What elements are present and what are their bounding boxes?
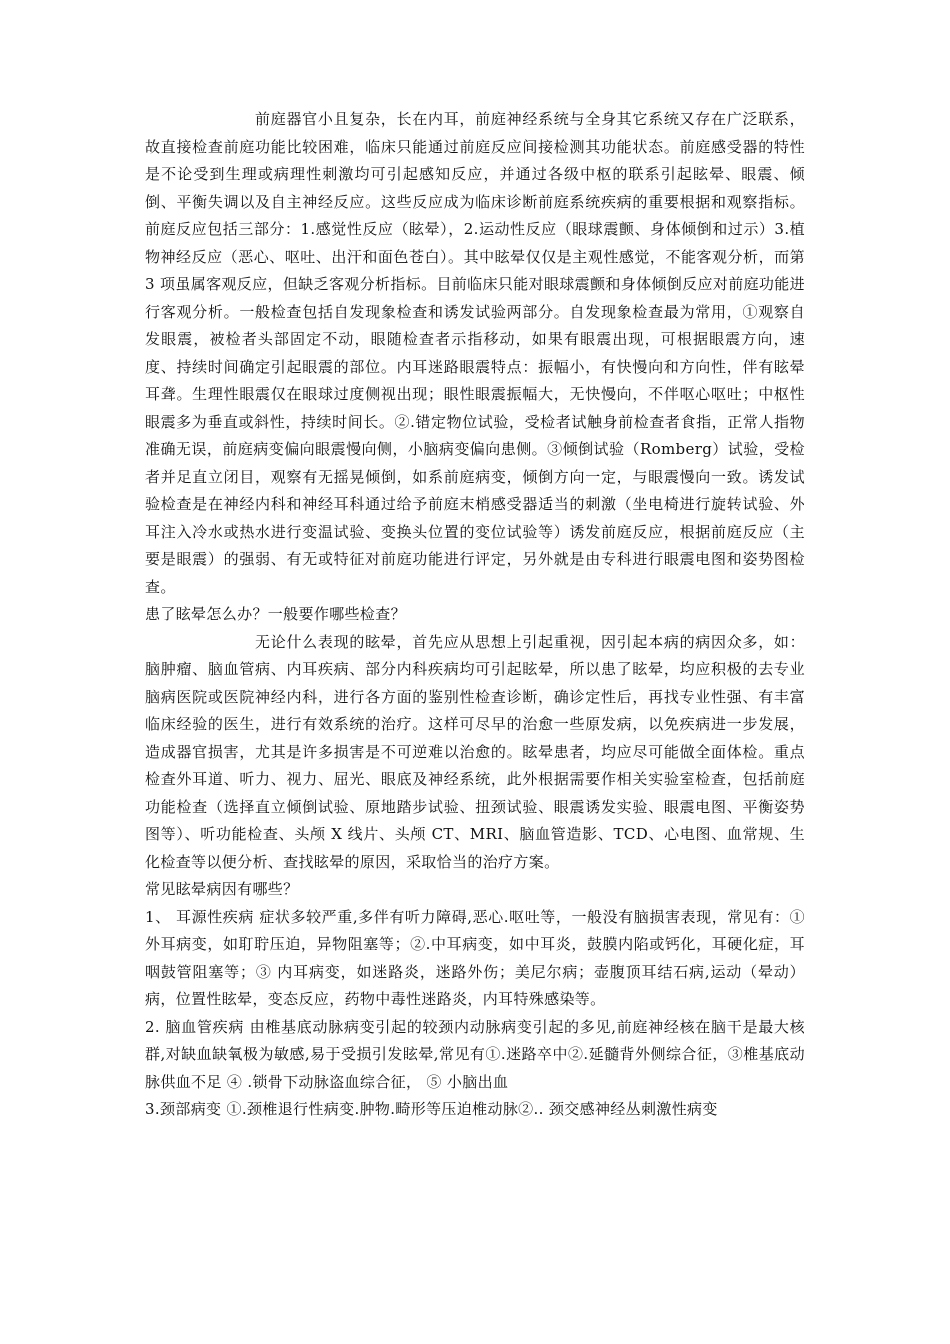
list-item-neck-disease: 3.颈部病变 ①.颈椎退行性病变.肿物.畸形等压迫椎动脉②.. 颈交感神经丛刺激性病变 — [145, 1100, 718, 1118]
heading-common-causes: 常见眩晕病因有哪些？ — [145, 880, 299, 898]
paragraph-vestibular-function: 前庭器官小且复杂，长在内耳，前庭神经系统与全身其它系统又存在广泛联系，故直接检查前庭功能比较困难，临床只能通过前庭反应间接检测其功能状态。前庭感受器的特性是不论受到生理或病理性刺激均可引起感知反应，并通过各级中枢的联系引起眩晕、眼震、倾倒、平衡失调以及自主神经反应。这些反应成为临床诊断前庭系统疾病的重要根据和观察指标。前庭反应包括三部分：1.感觉性反应（眩晕），2.运动性反应（眼球震颤、身体倾倒和过示）3.植物神经反应（恶心、呕吐、出汗和面色苍白）。其中眩晕仅仅是主观性感觉，不能客观分析，而第 3 项虽属客观反应，但缺乏客观分析指标。目前临床只能对眼球震颤和身体倾倒反应对前庭功能进行客观分析。一般检查包括自发现象检查和诱发试验两部分。自发现象检查最为常用，①观察自发眼震，被检者头部固定不动，眼随检查者示指移动，如果有眼震出现，可根据眼震方向，速度、持续时间确定引起眼震的部位。内耳迷路眼震特点：振幅小，有快慢向和方向性，伴有眩晕耳聋。生理性眼震仅在眼球过度侧视出现；眼性眼震振幅大，无快慢向，不伴呕心呕吐；中枢性眼震多为垂直或斜性，持续时间长。②.错定物位试验，受检者试触身前检查者食指，正常人指物准确无误，前庭病变偏向眼震慢向侧，小脑病变偏向患侧。③倾倒试验（Romberg）试验，受检者并足直立闭目，观察有无摇晃倾倒，如系前庭病变，倾倒方向一定，与眼震慢向一致。诱发试验检查是在神经内科和神经耳科通过给予前庭末梢感受器适当的刺激（坐电椅进行旋转试验、外耳注入冷水或热水进行变温试验、变换头位置的变位试验等）诱发前庭反应，根据前庭反应（主要是眼震）的强弱、有无或特征对前庭功能进行评定，另外就是由专科进行眼震电图和姿势图检查。 — [145, 110, 805, 596]
list-item-cerebrovascular-disease: 2. 脑血管疾病 由椎基底动脉病变引起的较颈内动脉病变引起的多见,前庭神经核在脑干是最大核群,对缺血缺氧极为敏感,易于受损引发眩晕,常见有①.迷路卒中②.延髓背外侧综合征，③椎基底动脉供血不足 ④ .锁骨下动脉盗血综合征， ⑤ 小脑出血 — [145, 1017, 805, 1091]
paragraph-examinations: 无论什么表现的眩晕，首先应从思想上引起重视，因引起本病的病因众多，如：脑肿瘤、脑血管病、内耳疾病、部分内科疾病均可引起眩晕，所以患了眩晕，均应积极的去专业脑病医院或医院神经内科，进行各方面的鉴别性检查诊断，确诊定性后，再找专业性强、有丰富临床经验的医生，进行有效系统的治疗。这样可尽早的治愈一些原发病，以免疾病进一步发展，造成器官损害，尤其是许多损害是不可逆难以治愈的。眩晕患者，均应尽可能做全面体检。重点检查外耳道、听力、视力、屈光、眼底及神经系统，此外根据需要作相关实验室检查，包括前庭功能检查（选择直立倾倒试验、原地踏步试验、扭颈试验、眼震诱发实验、眼震电图、平衡姿势图等）、听功能检查、头颅 X 线片、头颅 CT、MRI、脑血管造影、TCD、心电图、血常规、生化检查等以便分析、查找眩晕的原因，采取恰当的治疗方案。 — [145, 632, 805, 871]
heading-what-to-do: 患了眩晕怎么办？一般要作哪些检查？ — [145, 605, 406, 623]
list-item-ear-disease: 1、 耳源性疾病 症状多较严重,多伴有听力障碍,恶心.呕吐等，一般没有脑损害表现，常见有：① 外耳病变，如耵聍压迫，异物阻塞等；②.中耳病变，如中耳炎，鼓膜内陷或钙化，耳硬化症，耳咽鼓管阻塞等；③ 内耳病变，如迷路炎，迷路外伤；美尼尔病；壶腹顶耳结石病,运动（晕动）病，位置性眩晕，变态反应，药物中毒性迷路炎，内耳特殊感染等。 — [145, 907, 805, 1008]
